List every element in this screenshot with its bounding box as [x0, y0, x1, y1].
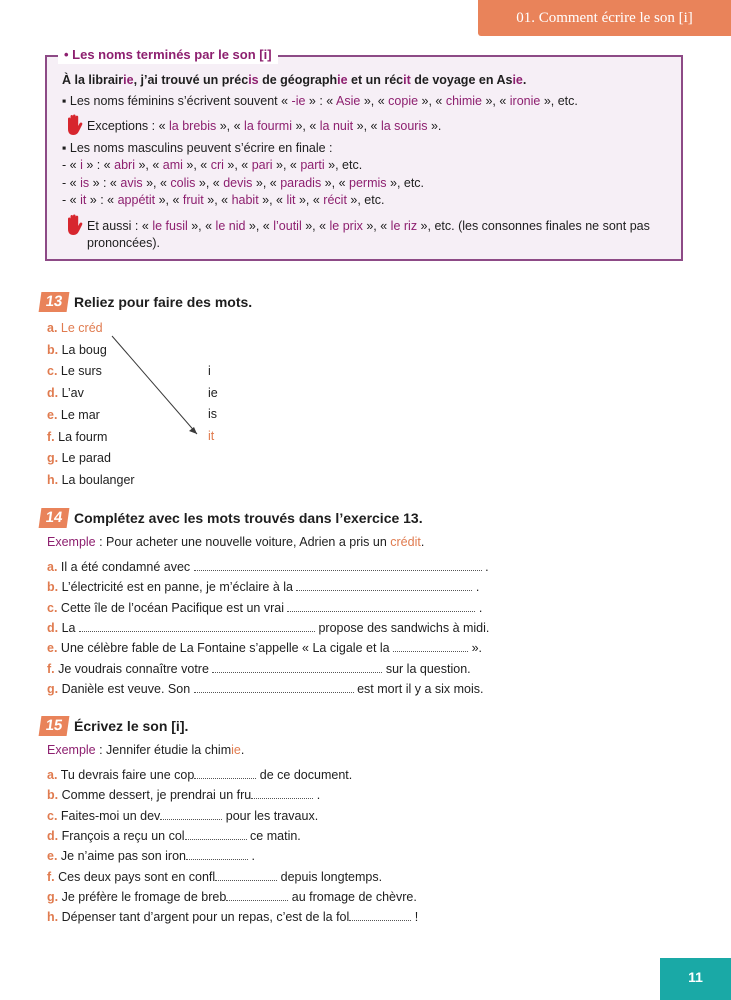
blank-input[interactable] — [251, 786, 313, 799]
ex13-right-item: i — [208, 364, 211, 378]
text-run: it — [80, 193, 87, 207]
ex13-right-item: is — [208, 407, 218, 422]
text-run: », « — [142, 176, 171, 190]
ex15-example-label: Exemple — [47, 743, 96, 757]
ex13-left-item — [47, 429, 107, 446]
item-text-after: de ce document. — [256, 768, 353, 782]
item-letter: e. — [47, 641, 58, 656]
text-run: ▪ Les noms féminins s’écrivent souvent « — [62, 94, 292, 108]
text-run: », « — [203, 193, 232, 207]
text-run: », « — [195, 176, 224, 190]
item-letter: f. — [47, 661, 55, 676]
item-letter: d. — [47, 828, 59, 843]
text-run: », etc. — [346, 193, 385, 207]
ex15-item — [47, 807, 318, 825]
text-run: le prix — [329, 219, 363, 233]
text-run: : Jennifer étudie la chim — [95, 743, 232, 757]
text-run: -ie — [291, 94, 306, 108]
ex13-link-line — [112, 336, 197, 434]
blank-input[interactable] — [194, 680, 354, 693]
text-run: », etc. — [386, 176, 425, 190]
text-run: la nuit — [319, 119, 354, 133]
item-letter: a. — [47, 768, 58, 782]
item-letter: d. — [47, 386, 59, 401]
item-text-before: Une célèbre fable de La Fontaine s’appelle « La cigale et la — [60, 641, 394, 656]
item-text-before: Cette île de l’océan Pacifique est un vrai — [60, 600, 288, 615]
ex14-example-label: Exemple — [47, 535, 96, 549]
text-run: crédit — [390, 535, 421, 549]
text-run: » : « — [305, 94, 337, 108]
ex14-item — [47, 639, 482, 657]
text-run: de géograph — [258, 73, 338, 87]
text-run: », « — [245, 219, 274, 233]
text-run: », « — [258, 193, 287, 207]
item-text-after: depuis longtemps. — [277, 869, 383, 884]
ex13-left-item — [47, 472, 135, 489]
hand-stop-icon — [64, 214, 84, 236]
chapter-title: 01. Comment écrire le son [i] — [516, 10, 693, 26]
ex15-item — [47, 766, 352, 784]
ex13-left-item — [47, 363, 102, 380]
text-run: », « — [272, 158, 301, 172]
blank-input[interactable] — [215, 868, 277, 881]
blank-input[interactable] — [349, 908, 411, 921]
ex15-item — [47, 786, 320, 804]
text-run: », « — [291, 119, 320, 133]
item-text-before: Tu devrais faire une cop — [60, 768, 195, 782]
rule-exceptions — [87, 118, 441, 135]
ex13-arrowhead — [189, 427, 197, 434]
text-run: » : « — [89, 176, 121, 190]
text-run: ie — [123, 73, 134, 87]
ex15-item — [47, 908, 418, 926]
item-letter: c. — [47, 364, 58, 379]
rule-also-line1 — [87, 218, 650, 235]
rule-masc-it — [62, 192, 384, 209]
text-run: la souris — [380, 119, 428, 133]
text-run: la brebis — [169, 119, 217, 133]
rule-masc-i — [62, 157, 362, 174]
text-run: le riz — [390, 219, 418, 233]
text-run: , j’ai trouvé un préc — [133, 73, 249, 87]
ex14-item — [47, 558, 489, 576]
item-text: La boug — [61, 342, 107, 357]
ex15-example — [47, 742, 244, 759]
text-run: », « — [155, 193, 183, 207]
item-text-after: propose des sandwichs à midi. — [314, 620, 490, 635]
rule-masc-is — [62, 175, 424, 192]
ex13-left-item — [47, 342, 107, 359]
text-run: ie — [231, 743, 241, 757]
blank-input[interactable] — [296, 578, 472, 591]
item-text-before: Comme dessert, je prendrai un fru — [61, 788, 252, 803]
blank-input[interactable] — [287, 599, 475, 612]
blank-input[interactable] — [226, 888, 288, 901]
text-run: Exceptions : « — [87, 119, 169, 133]
text-run: la fourmi — [244, 119, 292, 133]
text-run: ie — [337, 73, 348, 87]
text-run: Asie — [336, 94, 361, 108]
text-run: », etc. (les consonnes finales ne sont pas — [417, 219, 650, 233]
ex15-item — [47, 888, 417, 906]
text-run: », « — [481, 94, 510, 108]
hand-stop-icon — [64, 114, 84, 136]
item-text-after: . — [475, 600, 483, 615]
item-text: Le surs — [60, 364, 102, 379]
text-run: », « — [182, 158, 211, 172]
text-run: de voyage en As — [410, 73, 513, 87]
item-letter: f. — [47, 869, 55, 884]
ex15-item — [47, 827, 301, 845]
text-run: », « — [321, 176, 349, 190]
ex14-number: 14 — [39, 508, 70, 528]
text-run: i — [80, 158, 83, 172]
blank-input[interactable] — [186, 847, 248, 860]
text-run: permis — [349, 176, 387, 190]
text-run: », « — [223, 158, 252, 172]
item-text-after: est mort il y a six mois. — [353, 681, 484, 696]
text-run: prononcées). — [87, 236, 160, 250]
item-letter: g. — [47, 451, 59, 466]
item-text-after: . — [248, 849, 255, 864]
item-text-before: La — [61, 620, 79, 635]
ex15-item — [47, 847, 255, 865]
item-letter: b. — [47, 580, 59, 595]
item-text-before: Ces deux pays sont en confl — [58, 869, 216, 884]
blank-input[interactable] — [79, 619, 315, 632]
page-number-tab — [660, 958, 731, 1000]
item-text-before: Je voudrais connaître votre — [58, 661, 213, 676]
item-letter: a. — [47, 321, 58, 335]
ex14-item — [47, 680, 484, 698]
ex15-title: Écrivez le son [i]. — [74, 718, 189, 734]
rule-feminine — [62, 93, 578, 110]
item-text: Le parad — [61, 451, 111, 466]
text-run: pari — [251, 158, 273, 172]
item-text-before: François a reçu un col — [61, 828, 185, 843]
text-run: », « — [252, 176, 281, 190]
ex13-left-item — [47, 320, 103, 337]
ex14-item — [47, 660, 471, 678]
text-run: le fusil — [152, 219, 188, 233]
ex13-left-item — [47, 407, 100, 424]
item-text-before: Dépenser tant d’argent pour un repas, c’est de la fol — [61, 910, 350, 925]
ex13-left-item — [47, 450, 111, 467]
blank-input[interactable] — [194, 766, 256, 779]
item-text: La fourm — [58, 429, 108, 444]
text-run: », « — [216, 119, 245, 133]
ex14-item — [47, 578, 479, 596]
item-text-after: pour les travaux. — [222, 808, 319, 823]
rule-also-line2 — [87, 235, 160, 252]
text-run: - « — [62, 158, 81, 172]
text-run: ami — [162, 158, 183, 172]
item-text-after: . — [481, 560, 489, 574]
item-letter: e. — [47, 407, 58, 422]
text-run: . — [240, 743, 245, 757]
item-text: Le créd — [60, 321, 103, 335]
text-run: », « — [134, 158, 163, 172]
text-run: », « — [360, 94, 389, 108]
text-run: colis — [170, 176, 196, 190]
item-text: Le mar — [60, 407, 100, 422]
item-letter: b. — [47, 342, 59, 357]
item-letter: h. — [47, 910, 59, 925]
item-text-before: Danièle est veuve. Son — [61, 681, 194, 696]
text-run: it — [403, 73, 411, 87]
item-letter: e. — [47, 849, 58, 864]
page-number: 11 — [688, 969, 703, 985]
item-text-before: Faites-moi un dev — [60, 808, 161, 823]
item-text-after: ce matin. — [246, 828, 301, 843]
item-text-before: Il a été condamné avec — [60, 560, 194, 574]
text-run: récit — [323, 193, 347, 207]
text-run: », etc. — [540, 94, 578, 108]
text-run: . — [522, 73, 527, 87]
ex13-number: 13 — [39, 292, 70, 312]
text-run: Et aussi : « — [87, 219, 153, 233]
item-text-after: ! — [411, 910, 419, 925]
blank-input[interactable] — [185, 827, 247, 840]
ex15-item — [47, 868, 382, 886]
ex14-item — [47, 599, 482, 617]
text-run: chimie — [445, 94, 482, 108]
ex14-example-text — [96, 535, 425, 549]
item-letter: d. — [47, 620, 59, 635]
text-run: avis — [120, 176, 143, 190]
blank-input[interactable] — [212, 660, 382, 673]
text-run: », « — [301, 219, 330, 233]
text-run: : Pour acheter une nouvelle voiture, Adrien a pris un — [95, 535, 391, 549]
text-run: l’outil — [273, 219, 302, 233]
text-run: », « — [418, 94, 446, 108]
item-text-after: . — [313, 788, 321, 803]
item-text-after: au fromage de chèvre. — [288, 889, 417, 904]
blank-input[interactable] — [160, 807, 222, 820]
text-run: devis — [223, 176, 253, 190]
item-letter: c. — [47, 808, 58, 823]
ex13-left-item — [47, 385, 84, 402]
text-run: le nid — [215, 219, 246, 233]
item-letter: c. — [47, 600, 58, 615]
item-text-after: ». — [468, 641, 482, 656]
ex15-example-text — [96, 743, 245, 757]
text-run: fruit — [182, 193, 204, 207]
text-run: . — [420, 535, 425, 549]
rule-title: • Les noms terminés par le son [i] — [58, 46, 278, 64]
item-letter: a. — [47, 560, 58, 574]
text-run: paradis — [280, 176, 322, 190]
text-run: et un réc — [347, 73, 404, 87]
text-run: habit — [231, 193, 259, 207]
text-run: » : « — [86, 193, 118, 207]
ex13-right-item: it — [208, 429, 215, 444]
item-letter: b. — [47, 788, 59, 803]
rule-masculine-intro: ▪ Les noms masculins peuvent s’écrire en finale : — [62, 141, 333, 155]
text-run: », « — [353, 119, 381, 133]
text-run: ie — [512, 73, 523, 87]
item-text-before: Je préfère le fromage de breb — [61, 889, 227, 904]
text-run: ». — [427, 119, 442, 133]
text-run: lit — [286, 193, 296, 207]
text-run: », « — [295, 193, 324, 207]
item-letter: g. — [47, 681, 59, 696]
item-text-after: . — [472, 580, 480, 595]
text-run: ironie — [509, 94, 541, 108]
item-text: L’av — [61, 386, 84, 401]
ex13-title: Reliez pour faire des mots. — [74, 294, 253, 310]
text-run: abri — [114, 158, 135, 172]
item-letter: f. — [47, 429, 55, 444]
item-text-before: Je n’aime pas son iron — [60, 849, 186, 864]
text-run: copie — [388, 94, 419, 108]
text-run: appétit — [117, 193, 156, 207]
item-text: La boulanger — [61, 472, 135, 487]
item-text-after: sur la question. — [382, 661, 471, 676]
blank-input[interactable] — [393, 639, 468, 652]
chapter-header-tab — [478, 0, 731, 36]
text-run: cri — [210, 158, 224, 172]
text-run: », « — [362, 219, 391, 233]
text-run: », « — [187, 219, 216, 233]
text-run: » : « — [82, 158, 115, 172]
text-run: - « — [62, 193, 81, 207]
text-run: À la librair — [62, 73, 124, 87]
item-letter: g. — [47, 889, 59, 904]
ex15-number: 15 — [39, 716, 70, 736]
text-run: - « — [62, 176, 81, 190]
ex13-right-item: ie — [208, 385, 218, 400]
item-text-before: L’électricité est en panne, je m’éclaire à la — [61, 580, 297, 595]
text-run: », etc. — [324, 158, 363, 172]
text-run: parti — [300, 158, 325, 172]
text-run: is — [248, 73, 259, 87]
ex14-item — [47, 619, 489, 637]
rule-intro — [62, 72, 526, 89]
ex14-example — [47, 534, 424, 551]
item-letter: h. — [47, 472, 59, 487]
ex14-title: Complétez avec les mots trouvés dans l’exercice 13. — [74, 510, 423, 526]
blank-input[interactable] — [194, 558, 482, 571]
text-run: is — [80, 176, 90, 190]
